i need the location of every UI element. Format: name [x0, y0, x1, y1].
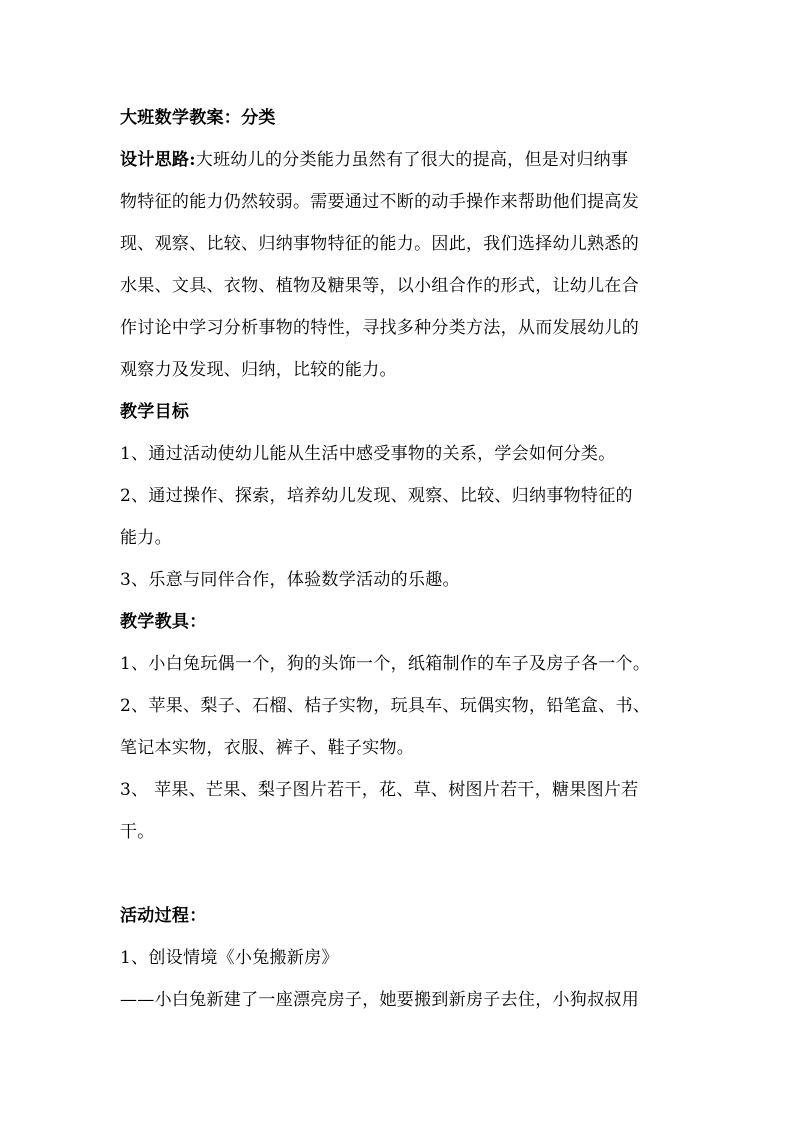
design-line-4: 水果、文具、衣物、植物及糖果等，以小组合作的形式，让幼儿在合	[120, 276, 639, 296]
document-title: 大班数学教案：分类	[120, 108, 276, 128]
design-label: 设计思路:	[120, 150, 196, 170]
design-text-1: 大班幼儿的分类能力虽然有了很大的提高，但是对归纳事	[195, 150, 629, 170]
process-line-1: 1、创设情境《小兔搬新房》	[120, 948, 339, 968]
goals-heading: 教学目标	[120, 402, 190, 422]
design-line-2: 物特征的能力仍然较弱。需要通过不断的动手操作来帮助他们提高发	[120, 192, 639, 212]
goals-line-4: 3、乐意与同伴合作，体验数学活动的乐趣。	[120, 570, 460, 590]
tools-line-1: 1、小白兔玩偶一个，狗的头饰一个，纸箱制作的车子及房子各一个。	[120, 654, 651, 674]
tools-heading: 教学教具：	[120, 612, 207, 632]
design-line-6: 观察力及发现、归纳，比较的能力。	[120, 360, 397, 380]
goals-line-2: 2、通过操作、探索，培养幼儿发现、观察、比较、归纳事物特征的	[120, 486, 633, 506]
design-line-1	[120, 145, 690, 175]
tools-line-5: 干。	[120, 822, 155, 842]
tools-line-2: 2、苹果、梨子、石榴、桔子实物，玩具车、玩偶实物，铅笔盒、书、	[120, 696, 651, 716]
goals-line-3: 能力。	[120, 528, 172, 548]
process-line-2: ——小白兔新建了一座漂亮房子，她要搬到新房子去住，小狗叔叔用	[120, 990, 639, 1010]
goals-line-1: 1、通过活动使幼儿能从生活中感受事物的关系，学会如何分类。	[120, 444, 616, 464]
tools-line-4: 3、 苹果、芒果、梨子图片若干，花、草、树图片若干，糖果图片若	[120, 780, 639, 800]
design-line-3: 现、观察、比较、归纳事物特征的能力。因此，我们选择幼儿熟悉的	[120, 234, 639, 254]
blank-line	[120, 859, 690, 901]
document-body	[120, 103, 690, 1027]
tools-line-3: 笔记本实物，衣服、裤子、鞋子实物。	[120, 738, 415, 758]
process-heading: 活动过程：	[120, 906, 207, 926]
design-line-5: 作讨论中学习分析事物的特性，寻找多种分类方法，从而发展幼儿的	[120, 318, 639, 338]
